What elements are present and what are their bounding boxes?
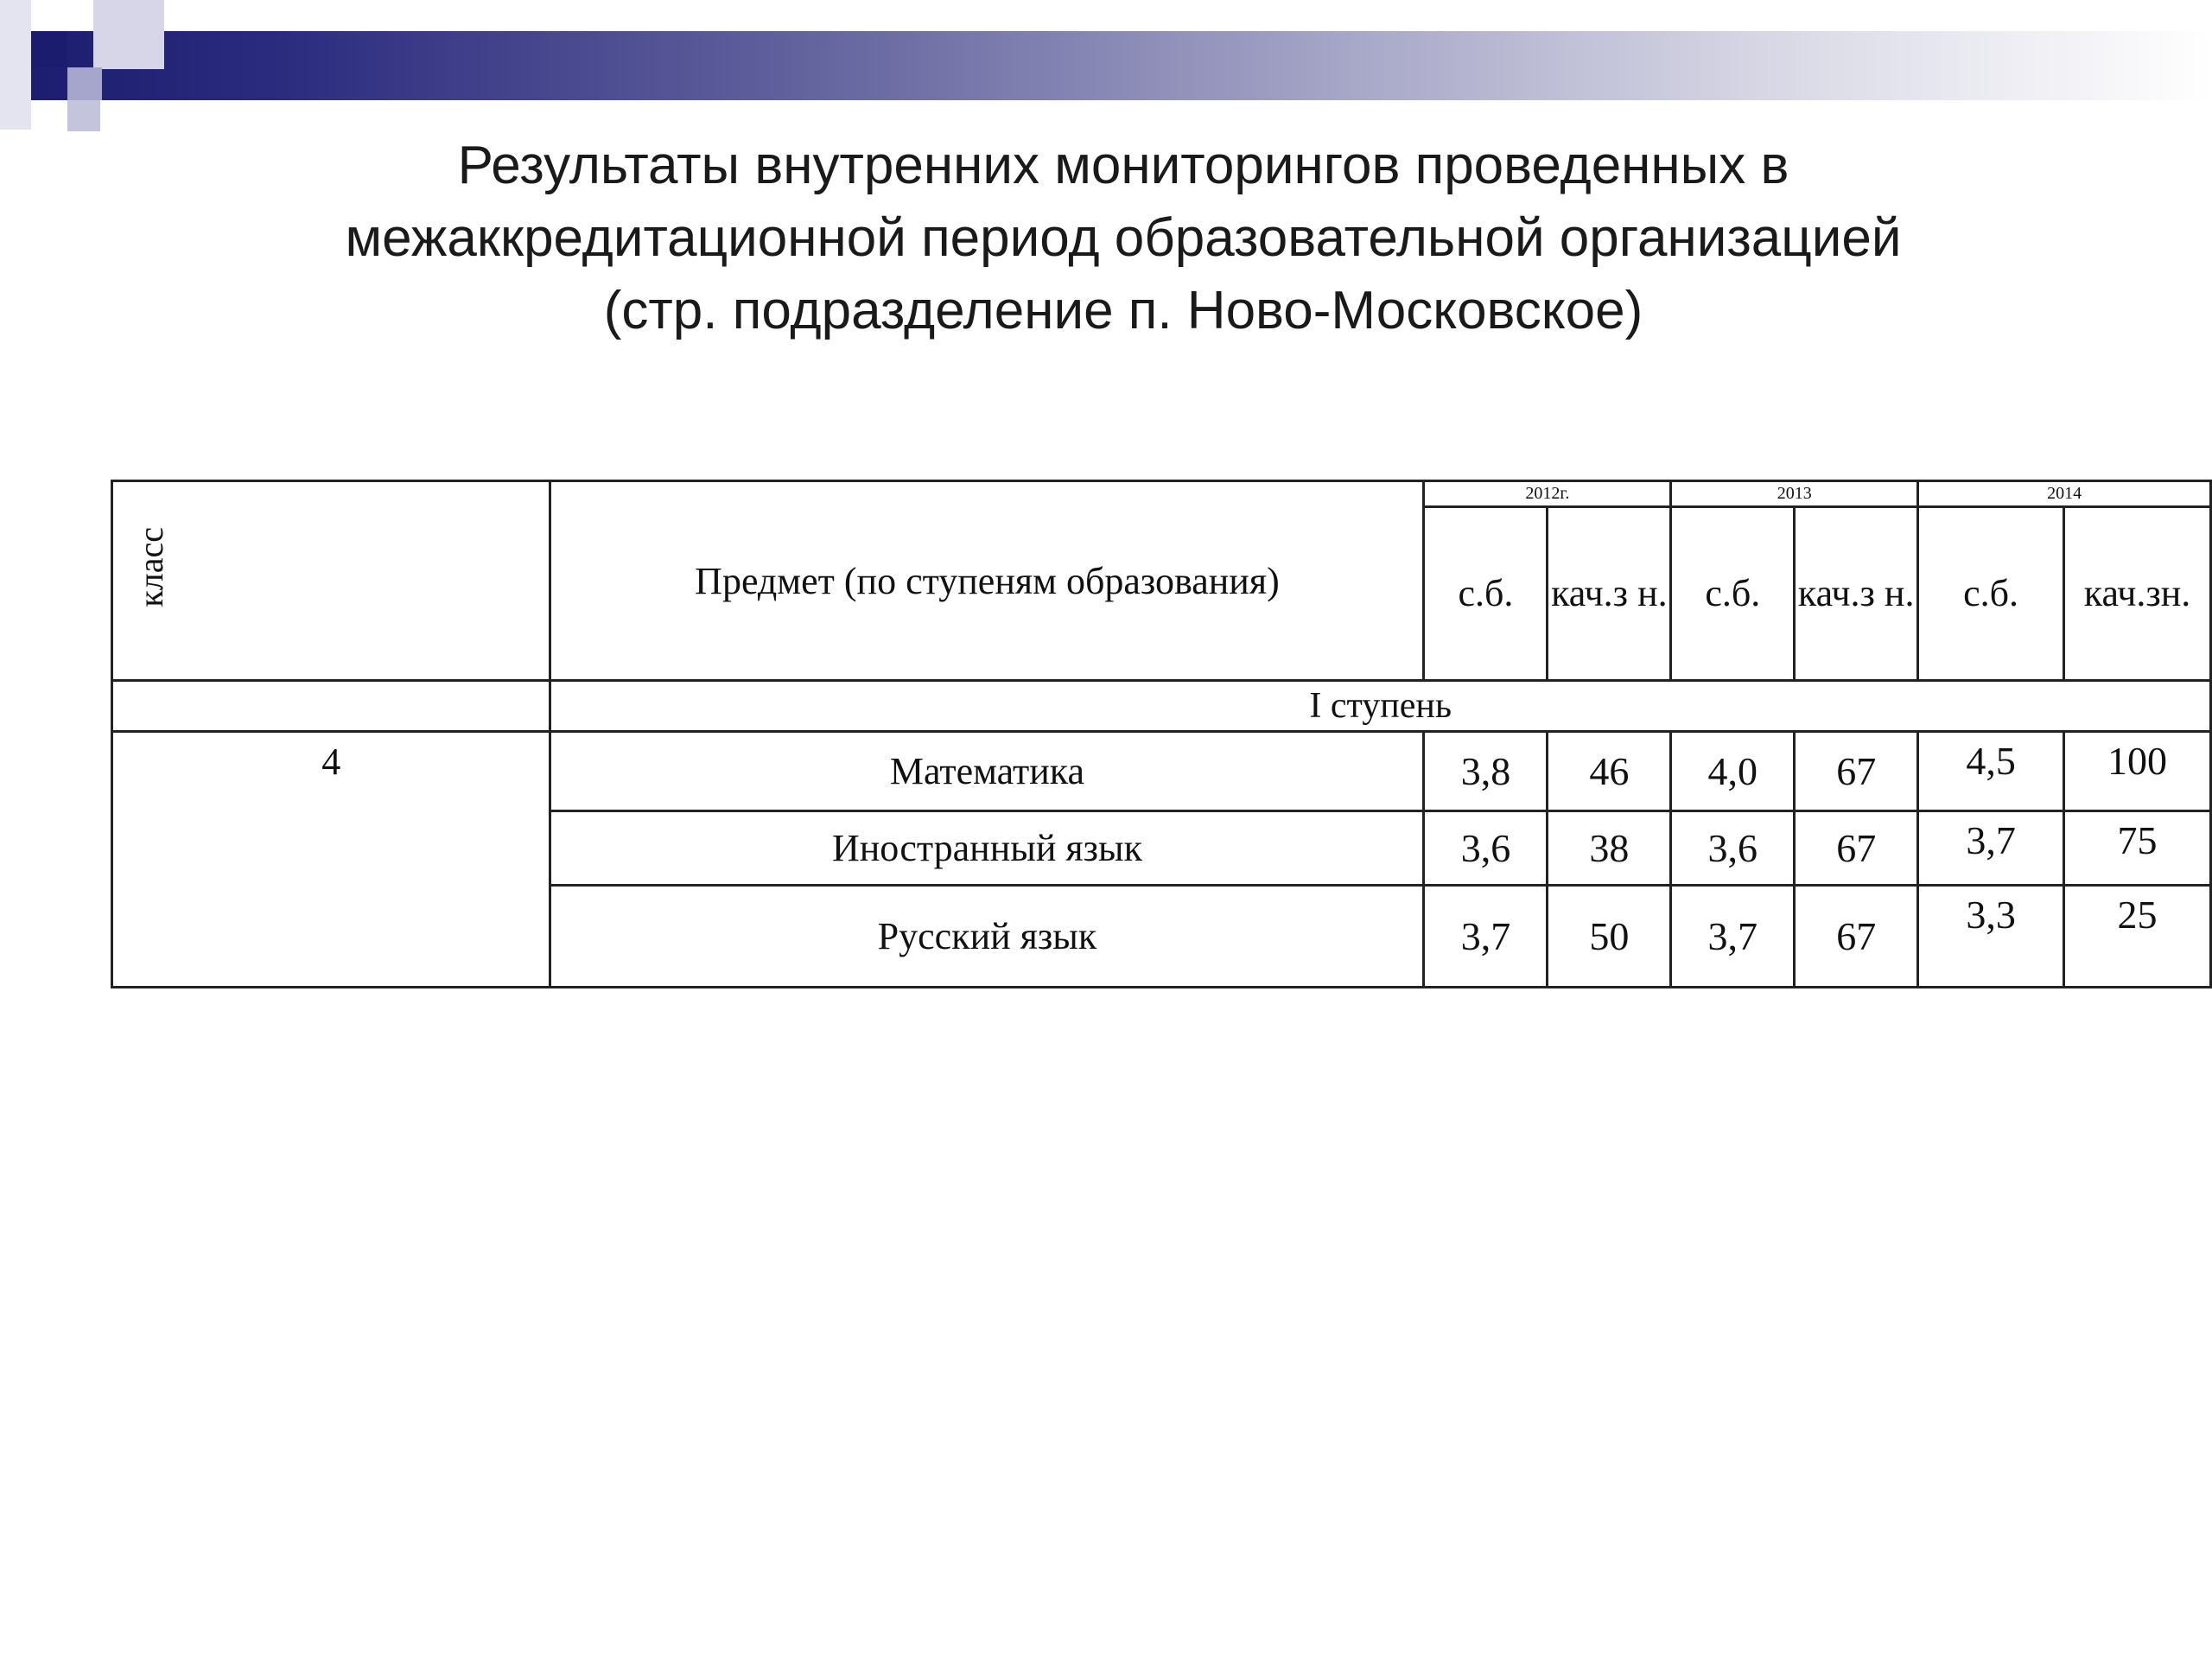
deco-square-dark [31, 31, 67, 67]
kz-header-2012: кач.з н. [1548, 507, 1671, 681]
stage-label: I ступень [550, 681, 2211, 732]
title-line-1: Результаты внутренних мониторингов проведенных в [457, 136, 1789, 195]
sb-header-2014: с.б. [1918, 507, 2064, 681]
sb-header-2012: с.б. [1424, 507, 1548, 681]
kz-header-2014: кач.зн. [2064, 507, 2211, 681]
value-cell: 3,6 [1424, 811, 1548, 886]
value-cell: 3,7 [1918, 811, 2064, 886]
header-gradient-bar [0, 31, 2212, 100]
deco-square-light-left [0, 0, 31, 130]
kz-header-2013: кач.з н. [1795, 507, 1918, 681]
value-cell: 67 [1795, 886, 1918, 988]
value-cell: 3,3 [1918, 886, 2064, 988]
sb-header-2013: с.б. [1671, 507, 1795, 681]
value-cell: 3,6 [1671, 811, 1795, 886]
value-cell: 3,8 [1424, 732, 1548, 811]
value-cell: 100 [2064, 732, 2211, 811]
klass-header-cell [112, 481, 550, 681]
table-row [112, 732, 2211, 811]
value-cell: 3,7 [1671, 886, 1795, 988]
title-line-3: (стр. подразделение п. Ново-Московское) [603, 281, 1643, 340]
monitoring-results-table [111, 480, 2212, 988]
stage-empty-cell [112, 681, 550, 732]
year-header-2013: 2013 [1671, 481, 1918, 507]
year-header-2014: 2014 [1918, 481, 2211, 507]
value-cell: 67 [1795, 732, 1918, 811]
deco-square-light-top [93, 0, 164, 69]
deco-square-light-bottom [67, 100, 100, 131]
subject-header: Предмет (по ступеням образования) [550, 481, 1424, 681]
value-cell: 50 [1548, 886, 1671, 988]
value-cell: 46 [1548, 732, 1671, 811]
value-cell: 4,5 [1918, 732, 2064, 811]
deco-square-mid [67, 67, 102, 100]
value-cell: 25 [2064, 886, 2211, 988]
value-cell: 3,7 [1424, 886, 1548, 988]
title-line-2: межаккредитационной период образовательной организацией [345, 208, 1902, 268]
subject-cell: Иностранный язык [550, 811, 1424, 886]
value-cell: 38 [1548, 811, 1671, 886]
value-cell: 4,0 [1671, 732, 1795, 811]
slide-title [156, 130, 2091, 347]
klass-value: 4 [112, 732, 550, 988]
klass-header: класс [131, 527, 170, 607]
value-cell: 75 [2064, 811, 2211, 886]
subject-cell: Математика [550, 732, 1424, 811]
year-header-2012: 2012г. [1424, 481, 1671, 507]
subject-cell: Русский язык [550, 886, 1424, 988]
value-cell: 67 [1795, 811, 1918, 886]
